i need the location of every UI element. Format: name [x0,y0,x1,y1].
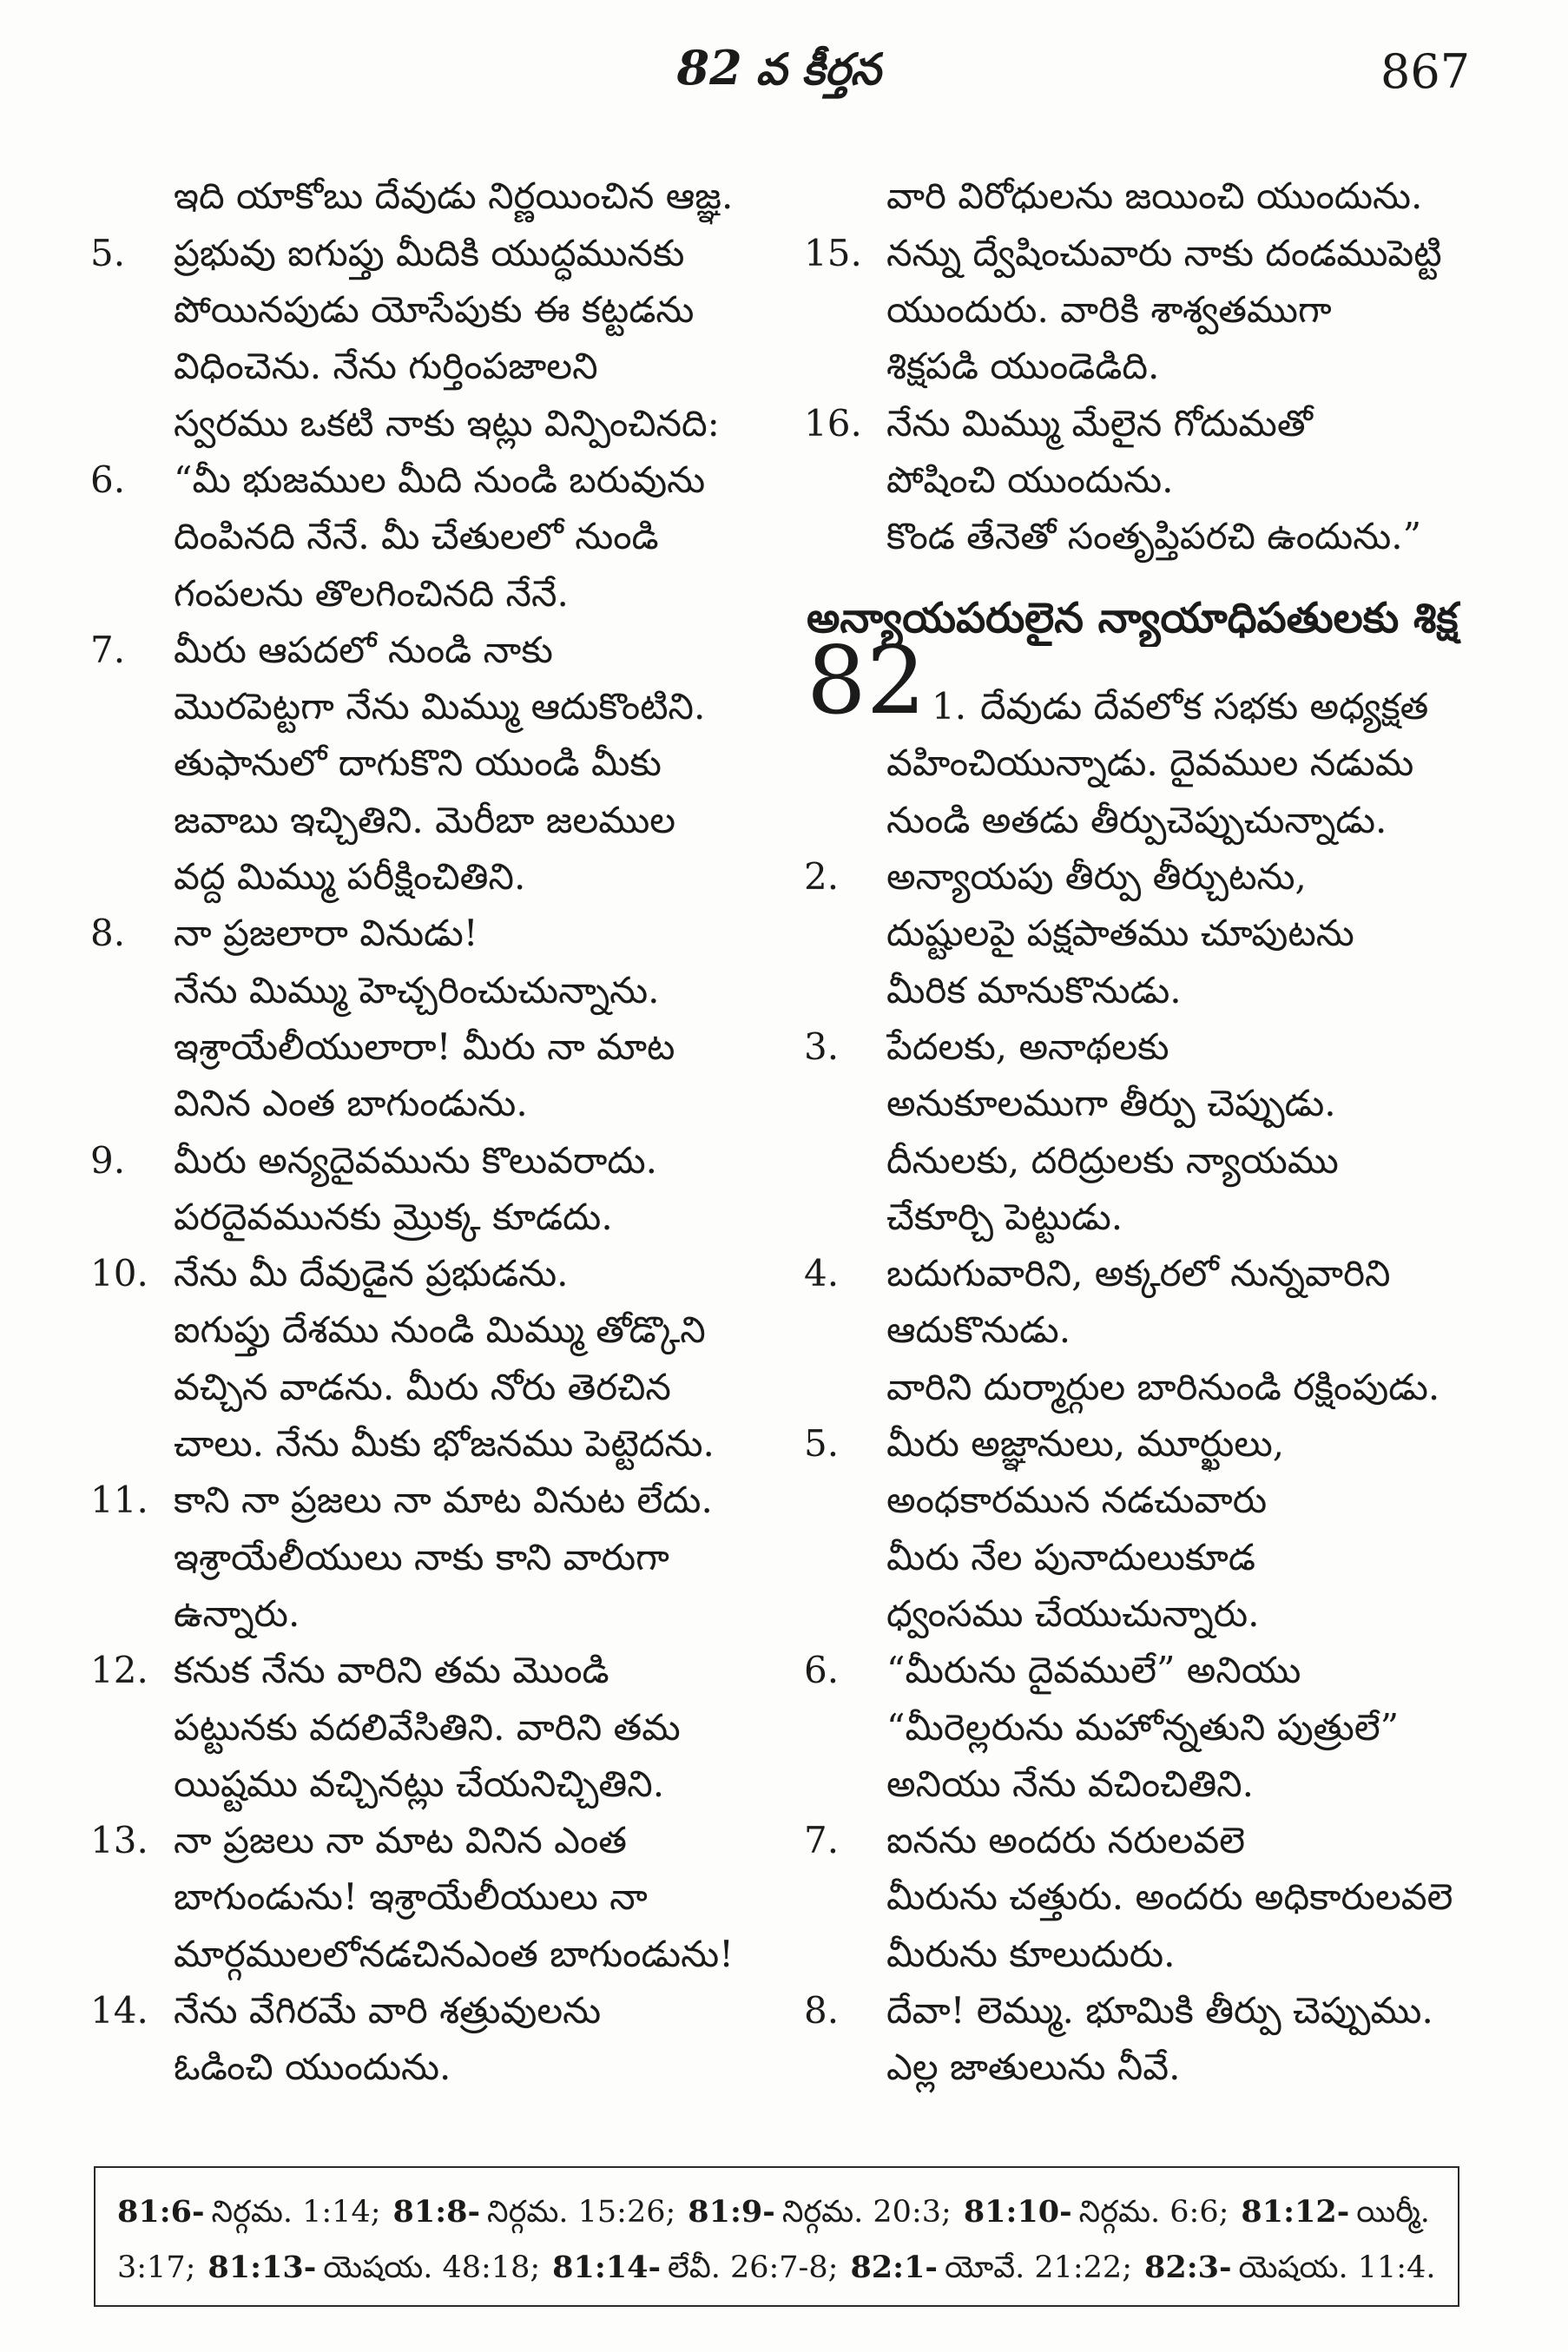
footnote-citation: నిర్గమ. 1:14; [211,2195,381,2230]
verse-text: మీరు నేల పునాదులుకూడ [886,1535,1255,1578]
verse-text: ధ్వంసము చేయుచున్నారు. [886,1591,1260,1635]
verse-text: దేవా! లెమ్ము. భూమికి తీర్పు చెప్పుము. [886,1989,1433,2032]
verse-text: పోయినపుడు యోసేపుకు ఈ కట్టడను [174,288,695,331]
verse-line [804,792,1474,848]
verse-text: నేను మీ దేవుడైన ప్రభుడను. [174,1252,569,1295]
verse-line [90,848,750,905]
verse-number: 16. [804,401,862,445]
footnote-citation: నిర్గమ. 20:3; [781,2195,952,2230]
verse-text: “మీ భుజముల మీది నుండి బరువును [174,458,706,501]
verse-text: మీరు ఆపదలో నుండి నాకు [174,628,553,671]
verse-line [804,1075,1474,1131]
verse-text: ప్రభువు ఐగుప్తు మీదికి యుద్ధమునకు [174,231,685,274]
verse-text: ఐగుప్తు దేశము నుండి మిమ్ము తోడ్కొని [174,1308,706,1352]
verse-line [90,1926,750,1982]
verse-number: 8. [804,1989,840,2032]
verse-line [90,1529,750,1585]
verse-line [804,1189,1474,1245]
verse-line [90,1868,750,1925]
verse-line [804,451,1474,508]
footnote-citation: నిర్గమ. 6:6; [1078,2195,1229,2230]
verse-line [90,1699,750,1756]
verse-text: అన్యాయపు తీర్పు తీర్చుటను, [886,855,1307,898]
verse-line [804,1926,1474,1982]
verse-number: 15. [804,231,862,274]
footnote-citation: యిర్మీ. [1356,2195,1430,2230]
verse-text: ఉన్నారు. [174,1591,300,1635]
verse-text: కొండ తేనెతో సంతృప్తిపరచి ఉందును.” [886,515,1422,558]
footnote-reference: 82:1- [850,2250,938,2285]
verse-text: ఐనను అందరు నరులవలె [886,1819,1246,1862]
footnote-line [117,2184,1449,2240]
verse-line [804,508,1474,564]
verse-text: పట్టునకు వదలివేసితిని. వారిని తమ [174,1705,681,1749]
verse-line [804,1359,1474,1415]
verse-line [90,962,750,1018]
verse-line [90,1472,750,1528]
verse-text: పేదలకు, అనాథలకు [886,1024,1169,1068]
verse-number: 6. [90,458,126,501]
verse-number: 12. [90,1649,148,1692]
verse-text: మీరిక మానుకొనుడు. [886,968,1182,1011]
footnote-reference: 81:10- [963,2194,1072,2230]
verse-line [804,1982,1474,2039]
verse-line [804,1642,1474,1698]
verse-text: వినిన ఎంత బాగుండును. [174,1082,528,1125]
verse-line [90,1075,750,1131]
verse-number: 7. [90,628,126,671]
verse-line [804,338,1474,394]
footnote-citation: యెషయ. 11:4. [1238,2250,1436,2285]
verse-text: వారి విరోధులను జయించి యుందును. [886,175,1423,218]
verse-line [90,1132,750,1189]
verse-text: వహించియున్నాడు. దైవముల నడుమ [886,741,1414,785]
verse-line [90,1642,750,1698]
verse-number: 1. [932,685,967,728]
footnote-reference: 81:13- [208,2250,317,2285]
verse-line [804,168,1474,224]
chapter-number-header: 82 [676,40,742,96]
verse-text: గంపలను తొలగించినది నేనే. [174,571,569,615]
verse-text: నా ప్రజలారా వినుడు! [174,912,478,955]
verse-number: 11. [90,1479,148,1522]
verse-line [90,1301,750,1358]
verse-line [804,735,1474,791]
verse-line [90,281,750,338]
section-heading: అన్యాయపరులైన న్యాయాధిపతులకు శిక్ష [807,594,1459,642]
footnote-line [117,2240,1449,2296]
verse-text: మార్గములలోనడచినఎంత బాగుండును! [174,1932,734,1975]
verse-line [90,225,750,281]
page-number: 867 [1380,44,1471,99]
verse-text: మీరు అన్యదైవమును కొలువరాదు. [174,1138,657,1182]
verse-text: అనుకూలముగా తీర్పు చెప్పుడు. [886,1082,1336,1125]
verse-number: 8. [90,912,126,955]
verse-text: వచ్చిన వాడను. మీరు నోరు తెరచిన [174,1365,671,1408]
verse-text: బాగుండును! ఇశ్రాయేలీయులు నా [174,1875,648,1919]
verse-number: 4. [804,1252,840,1295]
verse-text: యిష్టము వచ్చినట్లు చేయనిచ్చితిని. [174,1762,665,1805]
verse-text: దుష్టులపై పక్షపాతము చూపుటను [886,912,1354,955]
verse-text: వద్ద మిమ్ము పరీక్షించితిని. [174,855,526,898]
verse-line [804,1245,1474,1301]
verse-line [804,1472,1474,1528]
verse-number: 10. [90,1252,148,1295]
footnote-citation: యోవే. 21:22; [944,2250,1132,2285]
verse-line [90,168,750,224]
left-column [90,0,750,2136]
verse-text: నన్ను ద్వేషించువారు నాకు దండముపెట్టి [886,231,1442,274]
verse-line [804,1415,1474,1472]
verse-number: 14. [90,1989,148,2032]
verse-text: చేకూర్చి పెట్టుడు. [886,1195,1123,1238]
footnote-citation: యెషయ. 48:18; [323,2250,541,2285]
verse-text: అనియు నేను వచించితిని. [886,1762,1255,1805]
verse-line [804,1585,1474,1642]
verse-text: తుఫానులో దాగుకొని యుండి మీకు [174,741,662,785]
verse-line [804,1756,1474,1812]
verse-line [804,1018,1474,1075]
verse-line [90,1982,750,2039]
verse-text: అంధకారమున నడచువారు [886,1479,1268,1522]
verse-text: ఇశ్రాయేలీయులు నాకు కాని వారుగా [174,1535,669,1578]
footnote-reference: 81:14- [552,2250,661,2285]
verse-line [804,962,1474,1018]
verse-line [90,1018,750,1075]
verse-line [804,1699,1474,1756]
footnote-reference: 81:9- [688,2194,775,2230]
verse-line [90,1359,750,1415]
verse-text: దేవుడు దేవలోక సభకు అధ్యక్షత [980,685,1429,728]
verse-line [90,1189,750,1245]
chapter-number-drop: 82 [807,627,926,735]
verse-text: నా ప్రజలు నా మాట వినిన ఎంత [174,1819,627,1862]
footnote-reference: 81:8- [392,2194,481,2230]
verse-number: 7. [804,1819,840,1862]
verse-text: చాలు. నేను మీకు భోజనము పెట్టెదను. [174,1422,715,1465]
verse-line [90,565,750,622]
verse-text: ఆదుకొనుడు. [886,1308,1071,1352]
footnote-citation: 3:17; [117,2250,196,2285]
verse-line [90,905,750,961]
verse-text: ఎల్ల జాతులును నీవే. [886,2046,1181,2089]
verse-line [90,735,750,791]
verse-text: కాని నా ప్రజలు నా మాట వినుట లేదు. [174,1479,713,1522]
footnote-reference: 82:3- [1144,2250,1232,2285]
verse-line [90,1756,750,1812]
verse-text: ఓడించి యుందును. [174,2046,451,2089]
verse-text: శిక్షపడి యుండెడిది. [886,345,1160,388]
verse-line [804,905,1474,961]
verse-text: “మీరెల్లరును మహోన్నతుని పుత్రులే” [886,1705,1400,1749]
verse-line [90,1585,750,1642]
verse-number: 6. [804,1649,840,1692]
verse-text: జవాబు ఇచ్చితిని. మెరీబా జలముల [174,798,676,841]
verse-line [804,848,1474,905]
verse-number: 13. [90,1819,148,1862]
chapter-title: వ కీర్తన [755,43,881,95]
verse-line [804,1812,1474,1868]
right-column [804,0,1474,2136]
verse-number: 9. [90,1138,126,1182]
verse-number: 5. [804,1422,840,1465]
verse-line [804,1301,1474,1358]
verse-text: నేను వేగిరమే వారి శత్రువులను [174,1989,602,2032]
footnote-box [94,2166,1459,2307]
verse-line [90,622,750,678]
verse-line [804,678,1474,735]
verse-line [90,1245,750,1301]
verse-text: పోషించి యుందును. [886,458,1174,501]
verse-text: నేను మిమ్ము మేలైన గోదుమతో [886,401,1313,445]
verse-text: స్వరము ఒకటి నాకు ఇట్లు విన్పించినది: [174,401,720,445]
footnote-citation: నిర్గమ. 15:26; [487,2195,676,2230]
verse-line [804,1132,1474,1189]
verse-line [90,508,750,564]
verse-text: మొరపెట్టగా నేను మిమ్ము ఆదుకొంటిని. [174,685,706,728]
verse-text: ఇది యాకోబు దేవుడు నిర్ణయించిన ఆజ్ఞ. [174,175,734,218]
verse-text: యుందురు. వారికి శాశ్వతముగా [886,288,1332,331]
verse-text: పరదైవమునకు మ్రొక్క కూడదు. [174,1195,613,1238]
verse-text: నుండి అతడు తీర్పుచెప్పుచున్నాడు. [886,798,1387,841]
verse-text: ఇశ్రాయేలీయులారా! మీరు నా మాట [174,1024,675,1068]
verse-line [804,225,1474,281]
verse-text: “మీరును దైవములే” అనియు [886,1649,1301,1692]
verse-line [90,2039,750,2095]
verse-line [804,1868,1474,1925]
verse-text: మీరును చత్తురు. అందరు అధికారులవలె [886,1875,1453,1919]
verse-text: దీనులకు, దరిద్రులకు న్యాయము [886,1138,1339,1182]
verse-line [90,1415,750,1472]
verse-text: వారిని దుర్మార్గుల బారినుండి రక్షింపుడు. [886,1365,1440,1408]
verse-number: 2. [804,855,840,898]
verse-line [90,338,750,394]
footnote-reference: 81:12- [1241,2194,1350,2230]
footnote-reference: 81:6- [117,2194,205,2230]
verse-line [90,451,750,508]
verse-line [804,395,1474,451]
verse-line [90,792,750,848]
verse-number: 3. [804,1024,840,1068]
verse-line [90,678,750,735]
verse-line [804,281,1474,338]
verse-line [804,2039,1474,2095]
verse-line [90,1812,750,1868]
verse-text: దింపినది నేనే. మీ చేతులలో నుండి [174,515,659,558]
verse-text: కనుక నేను వారిని తమ మొండి [174,1649,609,1692]
verse-text: విధించెను. నేను గుర్తింపజాలని [174,345,598,388]
footnote-citation: లేవీ. 26:7-8; [668,2250,839,2285]
verse-text: మీరును కూలుదురు. [886,1932,1176,1975]
verse-text: బదుగువారిని, అక్కరలో నున్నవారిని [886,1252,1391,1295]
verse-text: నేను మిమ్ము హెచ్చరించుచున్నాను. [174,968,660,1011]
verse-number: 5. [90,231,126,274]
verse-line [804,1529,1474,1585]
verse-text: మీరు అజ్ఞానులు, మూర్ఖులు, [886,1422,1285,1465]
verse-line [90,395,750,451]
